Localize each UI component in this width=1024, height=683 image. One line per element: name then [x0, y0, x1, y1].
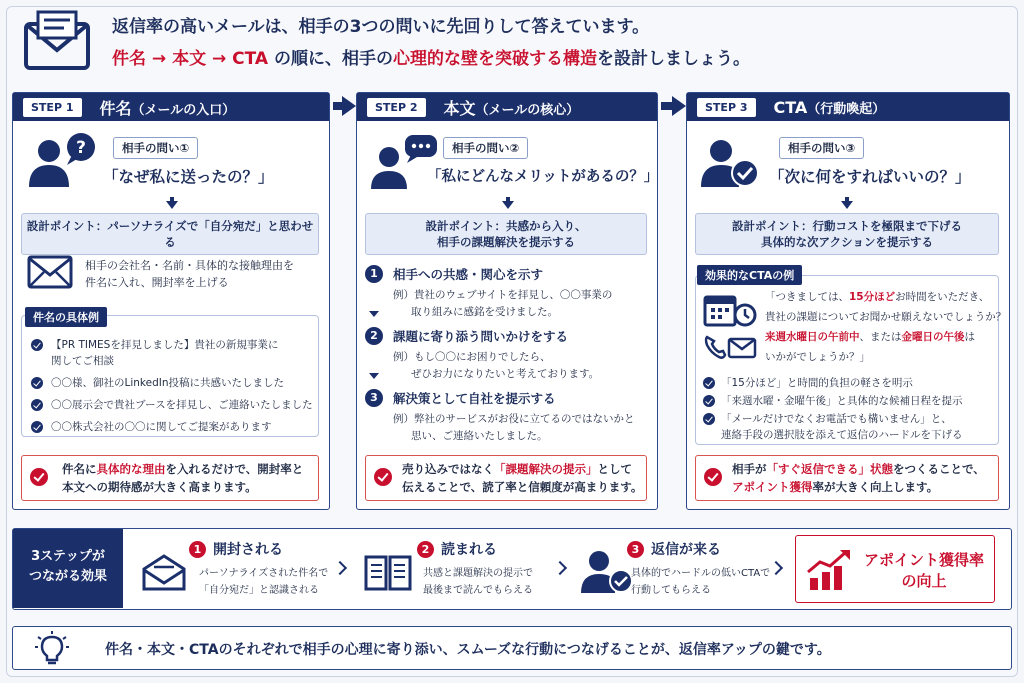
- down-arrow-icon: [166, 201, 178, 209]
- result-line: [402, 460, 632, 478]
- example-line: 取り組みに感銘を受けました。: [411, 306, 558, 318]
- cta-text: 、または: [859, 331, 902, 343]
- desc-line: 相手の会社名・名前・具体的な接触理由を: [85, 259, 294, 272]
- envelope-icon: [22, 10, 92, 72]
- cta-text: 「つきましては、: [765, 291, 849, 303]
- cta-highlight: 来週水曜日の午前中: [765, 331, 860, 343]
- header-line-1: 返信率の高いメールは、相手の3つの問いに先回りして答えています。: [112, 17, 650, 37]
- step-2-column: [356, 92, 658, 510]
- cta-examples-tag: 効果的なCTAの例: [697, 265, 802, 285]
- item-title: 相手への共感・関心を示す: [393, 267, 544, 282]
- cta-point: 「来週水曜・金曜午後」と具体的な候補日程を提示: [721, 395, 963, 407]
- phone-mail-icon: [703, 333, 757, 361]
- goal-line: の向上: [901, 572, 947, 590]
- effects-label: [13, 529, 123, 608]
- desc-line: 件名に入れ、開封率を上げる: [85, 276, 229, 289]
- cta-example-text: [765, 287, 1006, 367]
- down-arrow-icon: [502, 201, 514, 209]
- subject-example: 〇〇展示会で貴社ブースを拝見し、ご連絡いたしました: [51, 399, 313, 411]
- goal-text: [858, 550, 990, 592]
- cta-text: は: [964, 331, 975, 343]
- step-title: [444, 96, 580, 119]
- item-number: 1: [365, 265, 383, 283]
- cta-point-cont: 連絡手段の選択肢を添えて返信のハードルを下げる: [721, 429, 963, 441]
- person-check-icon: [581, 549, 633, 593]
- lightbulb-icon: [35, 631, 69, 667]
- red-check-icon: [30, 468, 48, 486]
- item-number: 2: [365, 327, 383, 345]
- example-line: ぜひお力になりたいと考えております。: [411, 368, 600, 380]
- small-down-arrow-icon: [369, 373, 379, 379]
- result-highlight: 「課題解決の提示」: [494, 462, 598, 476]
- subject-examples-tag: 件名の具体例: [25, 307, 107, 327]
- check-icon: [31, 339, 43, 351]
- check-icon: [31, 377, 43, 389]
- check-icon: [703, 413, 715, 425]
- cta-point: 「15分ほど」と時間的負担の軽さを明示: [721, 377, 913, 389]
- result-line: [732, 478, 938, 496]
- ask-quote: 「次に何をすればいいの？」: [769, 168, 971, 186]
- footer-bar: [12, 626, 1012, 670]
- example-line: 思い、ご連絡いたしました。: [411, 430, 548, 442]
- step-title-main: 件名: [99, 98, 132, 118]
- item-example: [393, 349, 599, 383]
- cta-highlight: 金曜日の午後: [901, 331, 965, 343]
- effects-band: [12, 528, 1012, 610]
- cta-text: お時間をいただき、: [895, 291, 990, 303]
- step-badge: STEP 2: [367, 98, 426, 117]
- result-highlight: 「すぐ返信できる」状態: [766, 462, 893, 476]
- ask-quote: 「私にどんなメリットがあるの？」: [427, 169, 659, 185]
- header-highlight: 心理的な壁を突破する構造: [393, 49, 597, 69]
- point-line: 相手の課題解決を提示する: [437, 235, 575, 249]
- result-text: をつくることで、: [893, 462, 985, 476]
- cta-line: いかがでしょうか？」: [765, 351, 870, 363]
- design-point: [365, 213, 647, 255]
- item-title: 解決策として自社を提示する: [393, 391, 556, 406]
- effects-label-line: 3ステップが: [31, 549, 105, 564]
- effect-desc: [631, 565, 770, 599]
- effect-number: 2: [417, 541, 434, 558]
- item-number: 3: [365, 389, 383, 407]
- mail-icon: [27, 255, 73, 289]
- point-line: 設計ポイント：行動コストを極限まで下げる: [732, 219, 962, 233]
- step-arrow-right-icon: [672, 96, 686, 116]
- cta-line: [765, 287, 1006, 307]
- effects-label-line: つながる効果: [28, 569, 107, 584]
- footer-message: 件名・本文・CTAのそれぞれで相手の心理に寄り添い、スムーズな行動につなげることが、返信率アップの鍵です。: [105, 642, 831, 658]
- header-sequence: 件名 → 本文 → CTA: [112, 49, 269, 69]
- header-text-a: の順に、相手の: [268, 49, 393, 69]
- cta-point: 「メールだけでなくお電話でも構いません」と、: [721, 413, 952, 425]
- design-point: [695, 213, 999, 255]
- growth-chart-icon: [806, 548, 852, 592]
- check-icon: [703, 395, 715, 407]
- result-highlight: アポイント獲得: [732, 480, 813, 494]
- effect-desc: [199, 565, 328, 599]
- result-text: 件名に: [62, 462, 97, 476]
- result-text: 率が大きく向上します。: [812, 480, 939, 494]
- step-3-result: [695, 455, 999, 501]
- step-title: [100, 96, 236, 119]
- item-title: 課題に寄り添う問いかけをする: [393, 329, 569, 344]
- person-check-icon: [701, 137, 759, 187]
- step-1-column: [12, 92, 330, 510]
- chevron-right-icon: [553, 561, 567, 575]
- step-badge: STEP 1: [23, 98, 82, 117]
- effect-desc-line: 行動してもらえる: [631, 585, 711, 596]
- ask-label: 相手の問い②: [443, 137, 528, 159]
- design-point: 設計ポイント：パーソナライズで「自分宛だ」と思わせる: [21, 213, 319, 255]
- header-line-2: [112, 44, 750, 69]
- person-question-icon: [27, 131, 97, 187]
- cta-highlight: 15分ほど: [849, 291, 896, 303]
- effect-desc-line: 最後まで読んでもらえる: [423, 585, 533, 596]
- effect-desc-line: 具体的でハードルの低いCTAで: [631, 568, 771, 579]
- ask-quote: 「なぜ私に送ったの？」: [103, 168, 274, 186]
- cta-line: [765, 327, 1006, 347]
- step-title-sub: （行動喚起）: [807, 101, 886, 117]
- goal-box: [795, 535, 995, 603]
- check-icon: [31, 421, 43, 433]
- step-title-sub: （メールの核心）: [475, 102, 580, 118]
- example-line: 例）弊社のサービスがお役に立てるのではないかと: [393, 413, 635, 425]
- result-text: として: [597, 462, 632, 476]
- result-line: 伝えることで、読了率と信頼度が高まります。: [402, 480, 643, 494]
- point-line: 設計ポイント：共感から入り、: [425, 219, 587, 233]
- step-2-result: [365, 455, 647, 501]
- effect-title: 返信が来る: [651, 542, 721, 558]
- step-1-result: [21, 455, 319, 501]
- subject-example: 〇〇様、御社のLinkedIn投稿に共感いたしました: [51, 377, 285, 389]
- result-text: を入れるだけで、開封率と: [165, 462, 304, 476]
- subject-example: 〇〇株式会社の〇〇に関してご提案があります: [51, 421, 272, 433]
- item-example: [393, 411, 635, 445]
- result-line: 本文への期待感が大きく高まります。: [62, 480, 257, 494]
- step-3-column: [686, 92, 1010, 510]
- step-title-main: 本文: [443, 98, 476, 118]
- open-book-icon: [363, 551, 413, 591]
- step-badge: STEP 3: [697, 98, 756, 117]
- calendar-clock-icon: [703, 293, 757, 327]
- effect-number: 3: [627, 541, 644, 558]
- step-title-sub: （メールの入口）: [131, 102, 236, 118]
- result-text: 相手が: [732, 462, 767, 476]
- item-example: [393, 287, 612, 321]
- small-down-arrow-icon: [369, 311, 379, 317]
- red-check-icon: [704, 468, 722, 486]
- example-line: 例）もし〇〇にお困りでしたら、: [393, 351, 551, 363]
- ask-label: 相手の問い①: [113, 137, 198, 159]
- example-line: 例）貴社のウェブサイトを拝見し、〇〇事業の: [393, 289, 613, 301]
- result-text: 売り込みではなく: [402, 462, 494, 476]
- step-1-desc: [85, 257, 294, 291]
- result-highlight: 具体的な理由: [96, 462, 166, 476]
- step-title-main: CTA: [773, 97, 808, 117]
- chevron-right-icon: [769, 561, 783, 575]
- result-line: [62, 460, 303, 478]
- step-2-header: [357, 93, 657, 121]
- red-check-icon: [374, 468, 392, 486]
- step-title: [774, 98, 886, 117]
- ask-label: 相手の問い③: [779, 137, 864, 159]
- result-line: [732, 460, 985, 478]
- effect-desc-line: 「自分宛だ」と認識される: [199, 585, 319, 596]
- effect-title: 開封される: [213, 542, 283, 558]
- effect-number: 1: [189, 541, 206, 558]
- step-1-header: [13, 93, 329, 121]
- effect-desc-line: パーソナライズされた件名で: [199, 568, 329, 579]
- subject-example: 【PR TIMESを拝見しました】貴社の新規事業に: [51, 339, 279, 351]
- goal-line: アポイント獲得率: [863, 551, 984, 569]
- check-icon: [31, 399, 43, 411]
- chevron-right-icon: [333, 561, 347, 575]
- svg-text:?: ?: [76, 138, 86, 158]
- check-icon: [703, 377, 715, 389]
- effect-desc: [423, 565, 533, 599]
- subject-example-cont: 関してご相談: [51, 355, 114, 367]
- open-envelope-icon: [141, 553, 187, 591]
- down-arrow-icon: [841, 201, 853, 209]
- step-3-header: [687, 93, 1009, 121]
- step-arrow-right-icon: [342, 96, 356, 116]
- cta-line: 貴社の課題についてお聞かせ願えないでしょうか？: [765, 311, 1007, 323]
- point-line: 具体的な次アクションを提示する: [761, 235, 933, 249]
- header-text-b: を設計しましょう。: [597, 49, 750, 69]
- effect-title: 読まれる: [441, 542, 497, 558]
- effect-desc-line: 共感と課題解決の提示で: [423, 568, 533, 579]
